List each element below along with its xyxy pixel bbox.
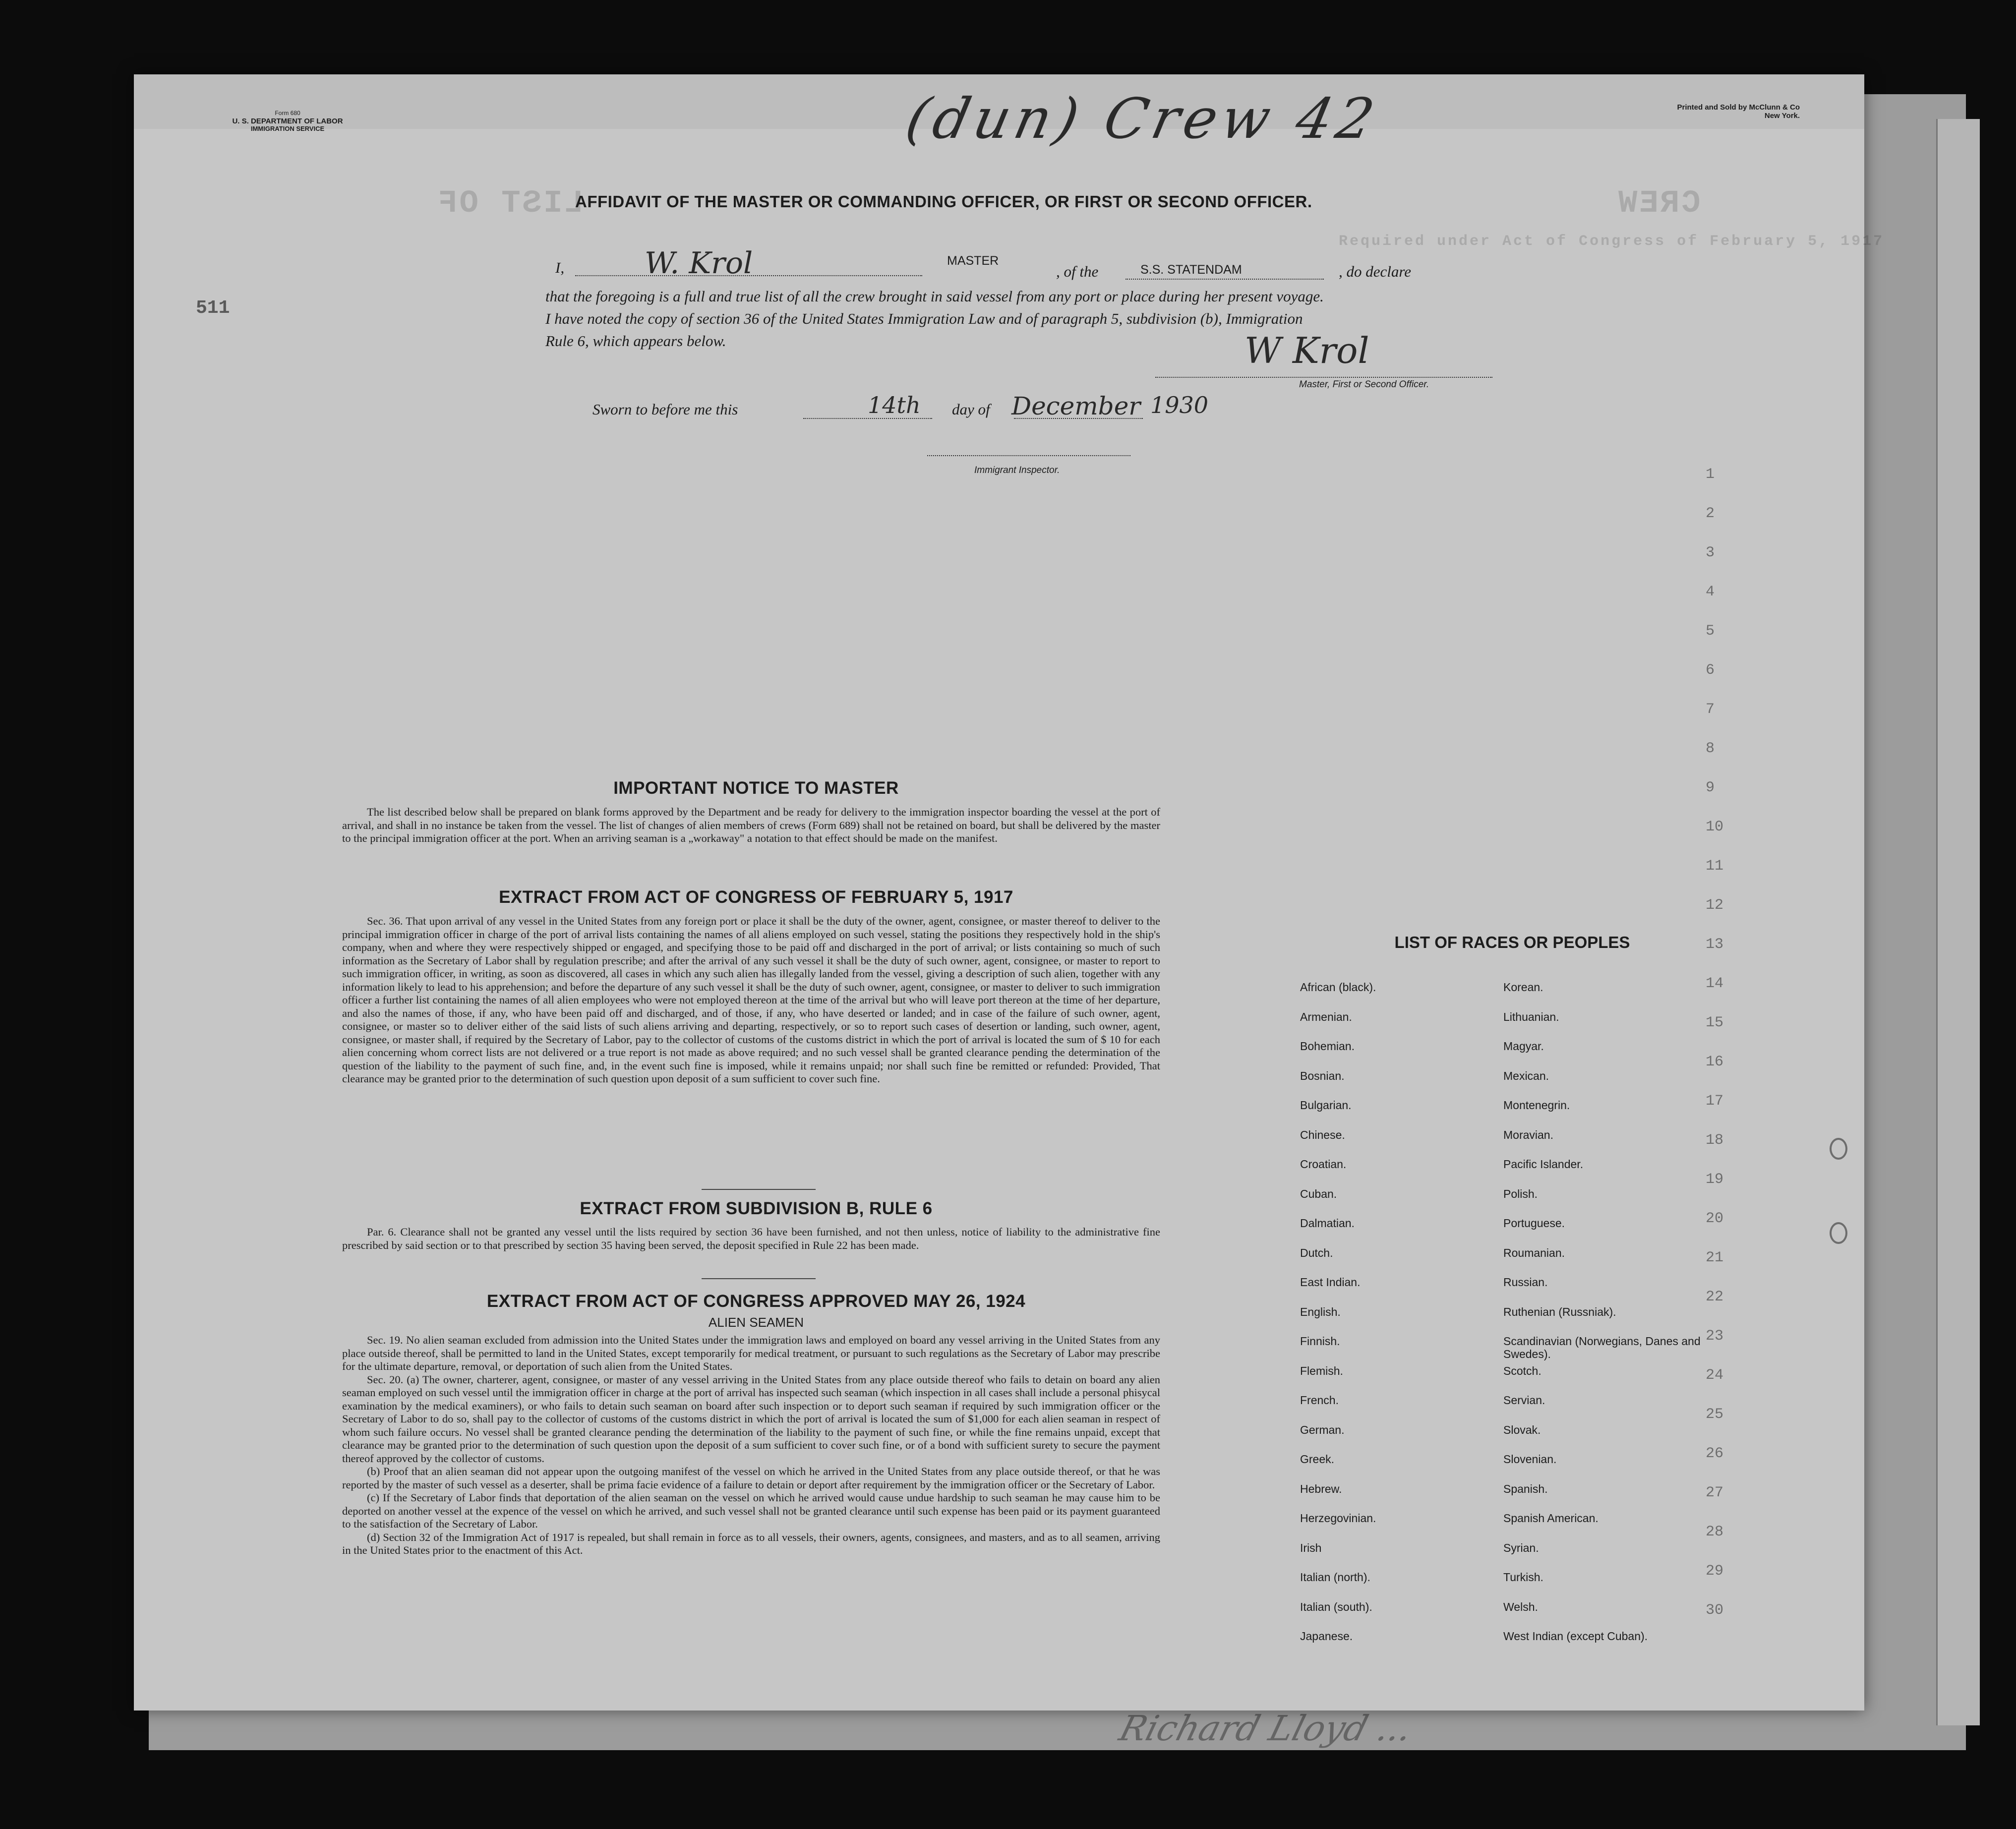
races-title: LIST OF RACES OR PEOPLES xyxy=(1394,933,1630,951)
rank-value: MASTER xyxy=(947,254,999,268)
ghost-title: LIST OF xyxy=(436,186,584,222)
ghost-row-number: 17 xyxy=(1706,1093,1724,1110)
ghost-row-number: 18 xyxy=(1706,1132,1724,1149)
race-item: Lithuanian. xyxy=(1503,1010,1559,1023)
i-label: I, xyxy=(555,259,565,276)
race-item: Roumanian. xyxy=(1503,1246,1565,1259)
race-item: Japanese. xyxy=(1300,1630,1353,1643)
ghost-row-number: 19 xyxy=(1706,1171,1724,1188)
race-item: Spanish. xyxy=(1503,1482,1548,1495)
ghost-row-number: 28 xyxy=(1706,1524,1724,1540)
ghost-row-number: 12 xyxy=(1706,897,1724,914)
sec20b-paragraph: (b) Proof that an alien seaman did not appear upon the outgoing manifest of the vessel on which he arrived in the United States from any place outside thereof, or that he was reported by the master of such vessel as a deserter, shall be prima facie evidence of a failure to detain or deport after requirement by the immigration officer or the Secretary of Labor. xyxy=(342,1465,1160,1491)
race-item: West Indian (except Cuban). xyxy=(1503,1630,1648,1643)
ghost-row-number: 16 xyxy=(1706,1054,1724,1070)
ghost-row-number: 1 xyxy=(1706,466,1715,483)
ghost-row-number: 14 xyxy=(1706,975,1724,992)
inspector-line xyxy=(927,455,1130,456)
ghost-row-number: 5 xyxy=(1706,623,1715,640)
race-item: Dalmatian. xyxy=(1300,1217,1355,1230)
extract-1924-title: EXTRACT FROM ACT OF CONGRESS APPROVED MAY 26, 1924 xyxy=(486,1292,1026,1311)
ghost-row-number: 10 xyxy=(1706,819,1724,835)
ghost-row-number: 13 xyxy=(1706,936,1724,953)
vessel-line xyxy=(1126,279,1324,280)
sworn-month: December xyxy=(1011,392,1141,420)
affidavit-title: AFFIDAVIT OF THE MASTER OR COMMANDING OFFICER, OR FIRST OR SECOND OFFICER. xyxy=(575,192,1312,211)
affidavit-body-line-3: Rule 6, which appears below. xyxy=(545,332,726,350)
master-signature: W Krol xyxy=(1245,330,1369,371)
of-the-label: , of the xyxy=(1056,263,1099,280)
ghost-row-number: 8 xyxy=(1706,740,1715,757)
race-item: Polish. xyxy=(1503,1187,1538,1200)
race-item: Finnish. xyxy=(1300,1335,1340,1348)
sworn-label: Sworn to before me this xyxy=(593,401,738,418)
race-item: Slovenian. xyxy=(1503,1453,1557,1466)
race-item: German. xyxy=(1300,1423,1345,1436)
race-item: Servian. xyxy=(1503,1394,1545,1407)
race-item: Irish xyxy=(1300,1541,1322,1554)
ghost-row-number: 6 xyxy=(1706,662,1715,679)
race-item: Greek. xyxy=(1300,1453,1335,1466)
sec20c-paragraph: (c) If the Secretary of Labor finds that deportation of the alien seaman on the vessel on which he arrived would cause undue hardship to such seaman he may cause him to be deported on another vessel at the expence of the vessel on which he arrived, and such vessel shall not be granted clearance until such expense has been paid or its payment guaranteed to the satisfaction of the Secretary of Labor. xyxy=(342,1491,1160,1530)
race-item: Syrian. xyxy=(1503,1541,1539,1554)
race-item: Korean. xyxy=(1503,981,1543,994)
race-item: Moravian. xyxy=(1503,1128,1553,1141)
race-item: Bulgarian. xyxy=(1300,1099,1352,1112)
race-item: Italian (north). xyxy=(1300,1571,1370,1584)
race-item: Russian. xyxy=(1503,1276,1548,1289)
race-item: Flemish. xyxy=(1300,1364,1343,1377)
race-item: East Indian. xyxy=(1300,1276,1361,1289)
notice-text: The list described below shall be prepared on blank forms approved by the Department and be ready for delivery to the immigration inspector boarding the vessel at the port of arrival, and shall in no instance be taken from the vessel. The list of changes of alien members of crews (Form 689) shall not be retained on board, but shall be delivered by the master to the principal immigration officer at the port. When an arriving seaman is a „workaway" a notation to that effect should be made on the manifest. xyxy=(342,806,1160,844)
right-page-edge xyxy=(1936,119,1980,1725)
race-item: Pacific Islander. xyxy=(1503,1158,1584,1171)
printer-city: New York. xyxy=(1764,112,1800,120)
form-number: Form 680 xyxy=(275,110,300,117)
do-declare-label: , do declare xyxy=(1339,263,1412,280)
race-item: Montenegrin. xyxy=(1503,1099,1570,1112)
ghost-row-number: 11 xyxy=(1706,858,1724,875)
ghost-page-number: 511 xyxy=(196,297,230,319)
race-item: Scandinavian (Norwegians, Danes and Swedes). xyxy=(1503,1335,1701,1360)
rule6-body xyxy=(342,1226,1160,1252)
service-name: IMMIGRATION SERVICE xyxy=(250,125,325,133)
sworn-day: 14th xyxy=(868,392,921,418)
ghost-row-number: 20 xyxy=(1706,1210,1724,1227)
punch-hole xyxy=(1830,1138,1847,1160)
extract-1917-text: Sec. 36. That upon arrival of any vessel in the United States from any foreign port or place it shall be the duty of the owner, agent, consignee, or master thereof to deliver to the principal immigration officer in charge of the port of arrival lists containing the names of all aliens employed on such vessel, stating the positions they respectively hold in the ship's company, when and where they were respectively shipped or engaged, and specifying those to be paid off and discharged in the port of arrival; or lists containing so much of such information as the Secretary of Labor shall by regulation prescribe; and after the arrival of any such vessel it shall be the duty of such owner, agent, consignee, or master to report to such immigration officer, in writing, as soon as discovered, all cases in which any such alien has illegally landed from the vessel, giving a description of such alien, together with any information likely to lead to his apprehension; and before the departure of any such vessel it shall be the duty of such owner, agent, consignee, or master to deliver to such immigration officer a further list containing the names of all alien employees who were not employed thereon at the time of the arrival but who will leave port thereon at the time of her departure, and also the names of those, if any, who have been paid off and discharged, and of those, if any, who have deserted or landed; and in case of the failure of such owner, agent, consignee, or master so to deliver either of the said lists of such aliens arriving and departing, respectively, or so to report such cases of desertion or landing, such owner, agent, consignee, or master shall, if required by the Secretary of Labor, pay to the collector of customs of the customs district in which the port of arrival is located the sum of $ 10 for each alien concerning whom correct lists are not delivered or a true report is not made as above required; and no such vessel shall be granted clearance pending the determination of the question of the liability to the payment of such fine, and, in the event such fine is imposed, while it remains unpaid; nor shall such fine be remitted or refunded: Provided, That clearance may be granted prior to the determination of such question upon deposit of a sum sufficient to cover such fine. xyxy=(342,915,1160,1085)
form-header xyxy=(213,110,362,133)
race-item: Scotch. xyxy=(1503,1364,1542,1377)
ghost-row-number: 23 xyxy=(1706,1328,1724,1345)
rule6-title: EXTRACT FROM SUBDIVISION B, RULE 6 xyxy=(580,1199,933,1218)
ghost-row-number: 24 xyxy=(1706,1367,1724,1384)
day-of-label: day of xyxy=(952,401,990,418)
race-item: Welsh. xyxy=(1503,1600,1538,1613)
divider xyxy=(702,1189,816,1190)
affidavit-body-line-1: that the foregoing is a full and true list of all the crew brought in said vessel from any port or place during her present voyage. xyxy=(545,288,1324,305)
ghost-row-number: 30 xyxy=(1706,1602,1724,1619)
printer-credit xyxy=(1651,103,1800,120)
signature-caption: Master, First or Second Officer. xyxy=(1299,379,1429,390)
department-name: U. S. DEPARTMENT OF LABOR xyxy=(232,117,343,125)
vessel-name: S.S. STATENDAM xyxy=(1140,263,1242,277)
alien-seamen-subtitle: ALIEN SEAMEN xyxy=(708,1315,804,1330)
race-item: Cuban. xyxy=(1300,1187,1337,1200)
ghost-row-number: 3 xyxy=(1706,544,1715,561)
signature-line xyxy=(1155,377,1492,378)
race-item: French. xyxy=(1300,1394,1339,1407)
ghost-row-number: 7 xyxy=(1706,701,1715,718)
sworn-year: 1930 xyxy=(1150,392,1209,418)
bottom-signature: Richard Lloyd ... xyxy=(1115,1708,1417,1749)
ghost-row-number: 22 xyxy=(1706,1289,1724,1305)
race-item: Bosnian. xyxy=(1300,1069,1345,1082)
race-item: Spanish American. xyxy=(1503,1512,1599,1525)
extract-1917-body xyxy=(342,915,1160,1086)
race-item: Turkish. xyxy=(1503,1571,1543,1584)
notice-body xyxy=(342,806,1160,845)
ghost-subtitle: Required under Act of Congress of February 5, 1917 xyxy=(1339,233,1885,250)
extract-1917-title: EXTRACT FROM ACT OF CONGRESS OF FEBRUARY 5, 1917 xyxy=(499,887,1013,907)
notice-title: IMPORTANT NOTICE TO MASTER xyxy=(613,778,899,798)
race-item: Portuguese. xyxy=(1503,1217,1565,1230)
race-item: Chinese. xyxy=(1300,1128,1345,1141)
ghost-row-number: 25 xyxy=(1706,1406,1724,1423)
handwritten-crew-note: (dun) Crew 42 xyxy=(900,87,1385,151)
race-item: Mexican. xyxy=(1503,1069,1549,1082)
ghost-row-number: 21 xyxy=(1706,1249,1724,1266)
ghost-row-number: 15 xyxy=(1706,1014,1724,1031)
race-item: Slovak. xyxy=(1503,1423,1541,1436)
ghost-row-number: 2 xyxy=(1706,505,1715,522)
race-item: Dutch. xyxy=(1300,1246,1333,1259)
race-item: Armenian. xyxy=(1300,1010,1352,1023)
ghost-row-number: 4 xyxy=(1706,584,1715,600)
ghost-row-number: 29 xyxy=(1706,1563,1724,1580)
race-item: Magyar. xyxy=(1503,1040,1544,1053)
rule6-text: Par. 6. Clearance shall not be granted any vessel until the lists required by section 36 have been furnished, and not then unless, notice of liability to the administrative fine prescribed by said section or to that prescribed by section 35 having been served, the deposit specified in Rule 22 has been made. xyxy=(342,1226,1160,1251)
race-item: Ruthenian (Russniak). xyxy=(1503,1305,1616,1318)
officer-name: W. Krol xyxy=(645,246,753,281)
race-item: English. xyxy=(1300,1305,1341,1318)
ghost-row-number: 26 xyxy=(1706,1445,1724,1462)
sec19-paragraph: Sec. 19. No alien seaman excluded from admission into the United States under the immigration laws and employed on board any vessel arriving in the United States from any place outside thereof, shall be permitted to land in the United States, except temporarily for medical treatment, or pursuant to such regulations as the Secretary of Labor may prescribe for the ultimate departure, removal, or deportation of such alien from the United States. xyxy=(342,1334,1160,1372)
sec20d-paragraph: (d) Section 32 of the Immigration Act of 1917 is repealed, but shall remain in force as to all vessels, their owners, agents, consignees, and masters, and as to all seamen, arriving in the United States prior to the enactment of this Act. xyxy=(342,1531,1160,1556)
affidavit-body-line-2: I have noted the copy of section 36 of the United States Immigration Law and of paragraph 5, subdivision (b), Immigration xyxy=(545,310,1303,327)
race-item: Bohemian. xyxy=(1300,1040,1355,1053)
inspector-caption: Immigrant Inspector. xyxy=(974,465,1060,475)
punch-hole xyxy=(1830,1222,1847,1244)
race-item: Hebrew. xyxy=(1300,1482,1342,1495)
sec20a-paragraph: Sec. 20. (a) The owner, charterer, agent, consignee, or master of any vessel arriving in the United States from any place outside thereof who fails to detain on board any alien seaman employed on such vessel until the immigration officer in charge at the port of arrival has inspected such seaman (which inspection in all cases shall include a personal phisycal examination by the medical examiners), or who fails to detain such seaman on board after such inspection or to deport such seaman if required by such immigration officer or the Secretary of Labor to do so, shall pay to the collector of customs of the customs district in which the port of arrival is located the sum of $1,000 for each alien seaman in respect of whom such failure occurs. No vessel shall be granted clearance pending the determination of the liability to the payment of such fine, or while the fine remains unpaid, except that clearance may be granted prior to the determination of such question upon the deposit of a sum sufficient to cover such fine, or of a bond with sufficient surety to secure the payment thereof approved by the collector of customs. xyxy=(342,1373,1160,1465)
race-item: African (black). xyxy=(1300,981,1376,994)
divider xyxy=(702,1278,816,1279)
race-item: Italian (south). xyxy=(1300,1600,1372,1613)
printer-line: Printed and Sold by McClunn & Co xyxy=(1677,103,1800,112)
race-item: Croatian. xyxy=(1300,1158,1347,1171)
ghost-row-number: 9 xyxy=(1706,779,1715,796)
ghost-title-right: CREW xyxy=(1616,186,1701,222)
extract-1924-body xyxy=(342,1334,1160,1557)
race-item: Herzegovinian. xyxy=(1300,1512,1376,1525)
ghost-row-number: 27 xyxy=(1706,1484,1724,1501)
